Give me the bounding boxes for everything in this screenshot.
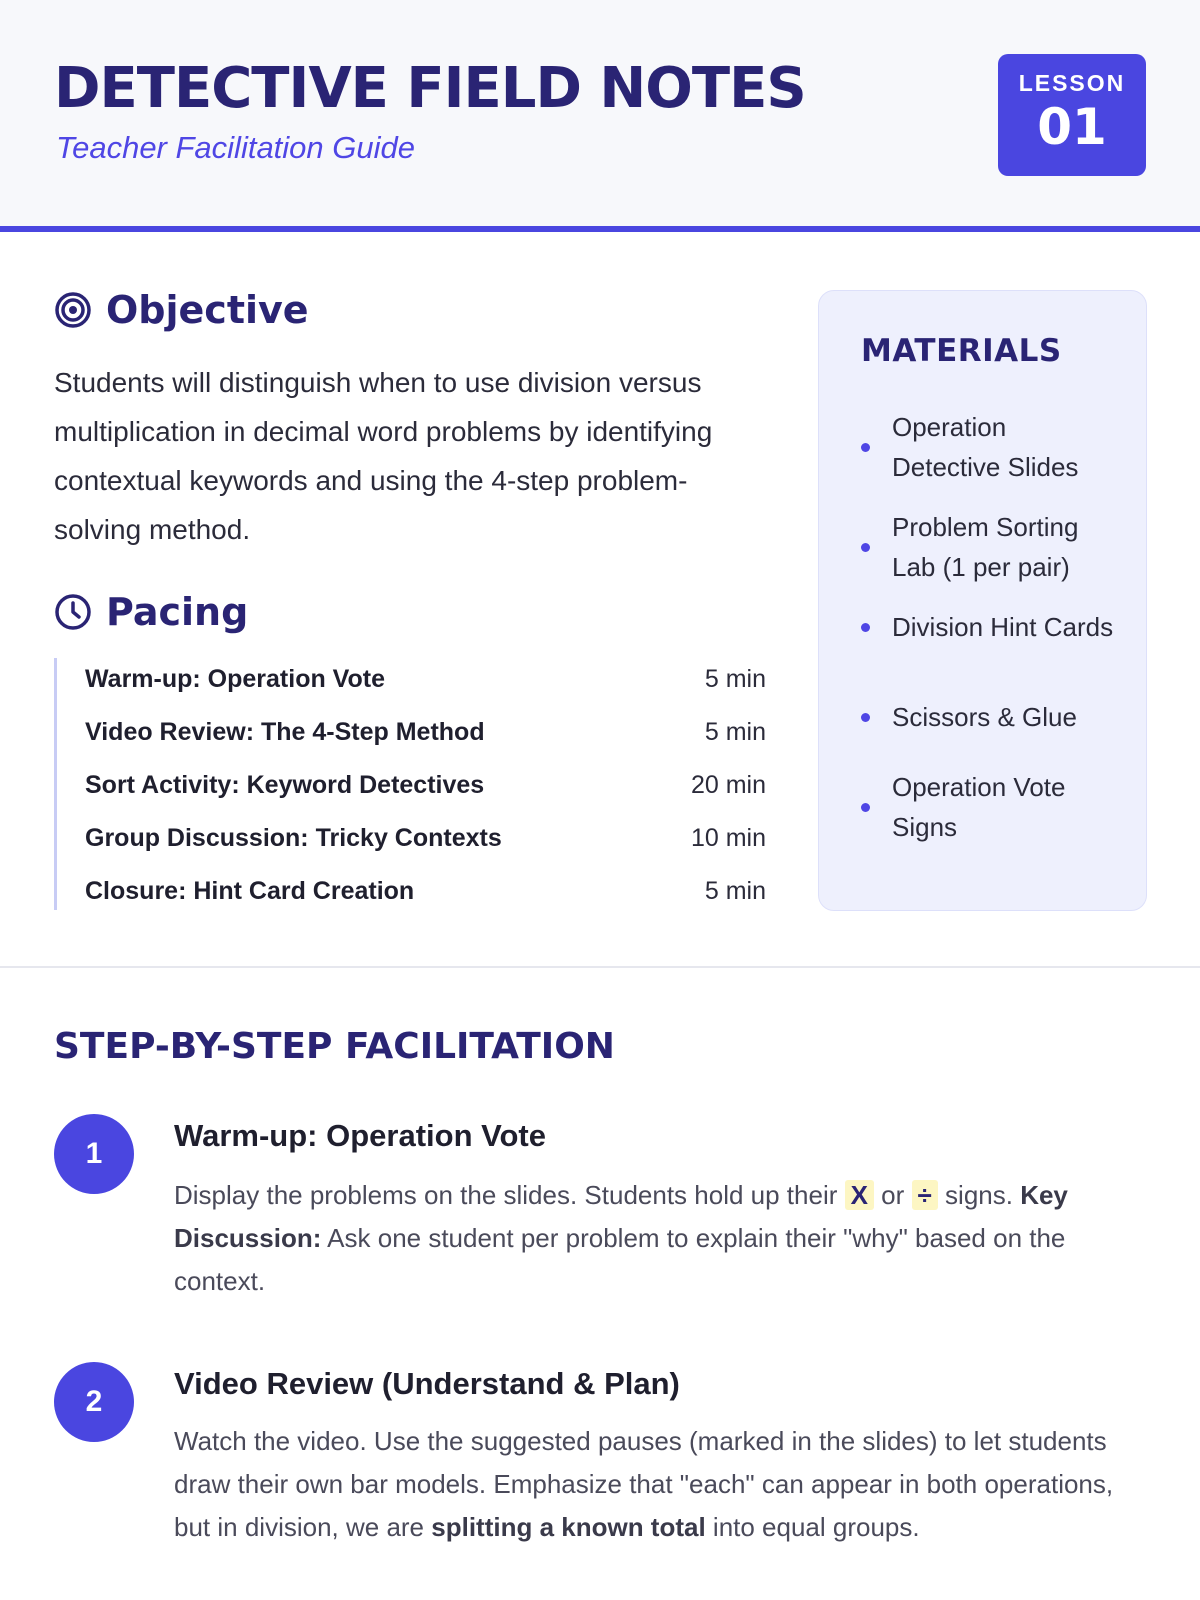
materials-item bbox=[861, 607, 1121, 647]
materials-panel bbox=[818, 290, 1147, 911]
step-text: signs. bbox=[937, 1180, 1021, 1210]
section-divider bbox=[0, 966, 1200, 968]
pacing-list bbox=[54, 658, 766, 910]
step-number-badge: 2 bbox=[54, 1362, 134, 1442]
objective-heading bbox=[54, 288, 309, 332]
pacing-activity: Group Discussion: Tricky Contexts bbox=[85, 823, 502, 852]
materials-item-label: Operation Detective Slides bbox=[892, 412, 1079, 482]
pacing-activity: Video Review: The 4-Step Method bbox=[85, 717, 485, 746]
materials-item-label: Scissors & Glue bbox=[892, 702, 1077, 732]
steps-heading: STEP-BY-STEP FACILITATION bbox=[54, 1026, 615, 1067]
step-text: into equal groups. bbox=[705, 1512, 920, 1542]
pacing-row bbox=[85, 770, 766, 800]
pacing-row bbox=[85, 664, 766, 694]
pacing-activity: Sort Activity: Keyword Detectives bbox=[85, 770, 485, 799]
step-text: Ask one student per problem to explain their "why" based on the context. bbox=[174, 1223, 1066, 1296]
lesson-badge bbox=[998, 54, 1146, 176]
bullet-icon bbox=[861, 803, 870, 812]
bullet-icon bbox=[861, 543, 870, 552]
bullet-icon bbox=[861, 623, 870, 632]
step-text: Watch the video. Use the suggested pauses (marked in the slides) to let students draw their own bar models. Emphasize that "each" can appear in both operations, but in division, we are bbox=[174, 1426, 1114, 1542]
pacing-duration: 20 min bbox=[690, 770, 766, 799]
bullet-icon bbox=[861, 443, 870, 452]
pacing-row bbox=[85, 717, 766, 747]
materials-item bbox=[861, 767, 1121, 847]
pacing-duration: 10 min bbox=[690, 823, 766, 852]
materials-item bbox=[861, 697, 1121, 737]
objective-text: Students will distinguish when to use division versus multiplication in decimal word problems by identifying contextual keywords and using the 4-step problem-solving method. bbox=[54, 367, 713, 545]
page-title: DETECTIVE FIELD NOTES bbox=[54, 56, 806, 121]
pacing-duration: 5 min bbox=[704, 664, 766, 693]
step-text: or bbox=[873, 1180, 912, 1210]
step-emphasis: splitting a known total bbox=[431, 1512, 706, 1542]
target-icon bbox=[54, 291, 92, 329]
step-title: Warm-up: Operation Vote bbox=[174, 1118, 546, 1153]
pacing-duration: 5 min bbox=[704, 717, 766, 746]
step-number-badge: 1 bbox=[54, 1114, 134, 1194]
pacing-heading bbox=[54, 590, 248, 634]
materials-item-label: Operation Vote Signs bbox=[892, 772, 1066, 842]
pacing-heading-label: Pacing bbox=[106, 590, 249, 634]
pacing-row bbox=[85, 876, 766, 906]
pacing-duration: 5 min bbox=[704, 876, 766, 905]
step-title: Video Review (Understand & Plan) bbox=[174, 1366, 680, 1401]
clock-icon bbox=[54, 593, 92, 631]
materials-heading: MATERIALS bbox=[861, 333, 1062, 369]
step-body bbox=[174, 1420, 1154, 1549]
pacing-activity: Warm-up: Operation Vote bbox=[85, 664, 385, 693]
step-body bbox=[174, 1174, 1154, 1303]
page-subtitle: Teacher Facilitation Guide bbox=[56, 130, 415, 165]
page-header bbox=[0, 0, 1200, 232]
pacing-activity: Closure: Hint Card Creation bbox=[85, 876, 415, 905]
materials-item bbox=[861, 507, 1121, 587]
step-text: Display the problems on the slides. Students hold up their bbox=[174, 1180, 845, 1210]
multiply-sign: X bbox=[845, 1180, 874, 1210]
step-emphasis: Key Discussion: bbox=[174, 1180, 1068, 1253]
pacing-row bbox=[85, 823, 766, 853]
lesson-label: LESSON bbox=[1018, 70, 1126, 96]
lesson-number: 01 bbox=[1037, 98, 1107, 156]
bullet-icon bbox=[861, 713, 870, 722]
materials-item-label: Division Hint Cards bbox=[892, 612, 1114, 642]
materials-item-label: Problem Sorting Lab (1 per pair) bbox=[892, 512, 1079, 582]
objective-heading-label: Objective bbox=[106, 288, 309, 332]
materials-item bbox=[861, 407, 1121, 487]
divide-sign: ÷ bbox=[912, 1180, 938, 1210]
